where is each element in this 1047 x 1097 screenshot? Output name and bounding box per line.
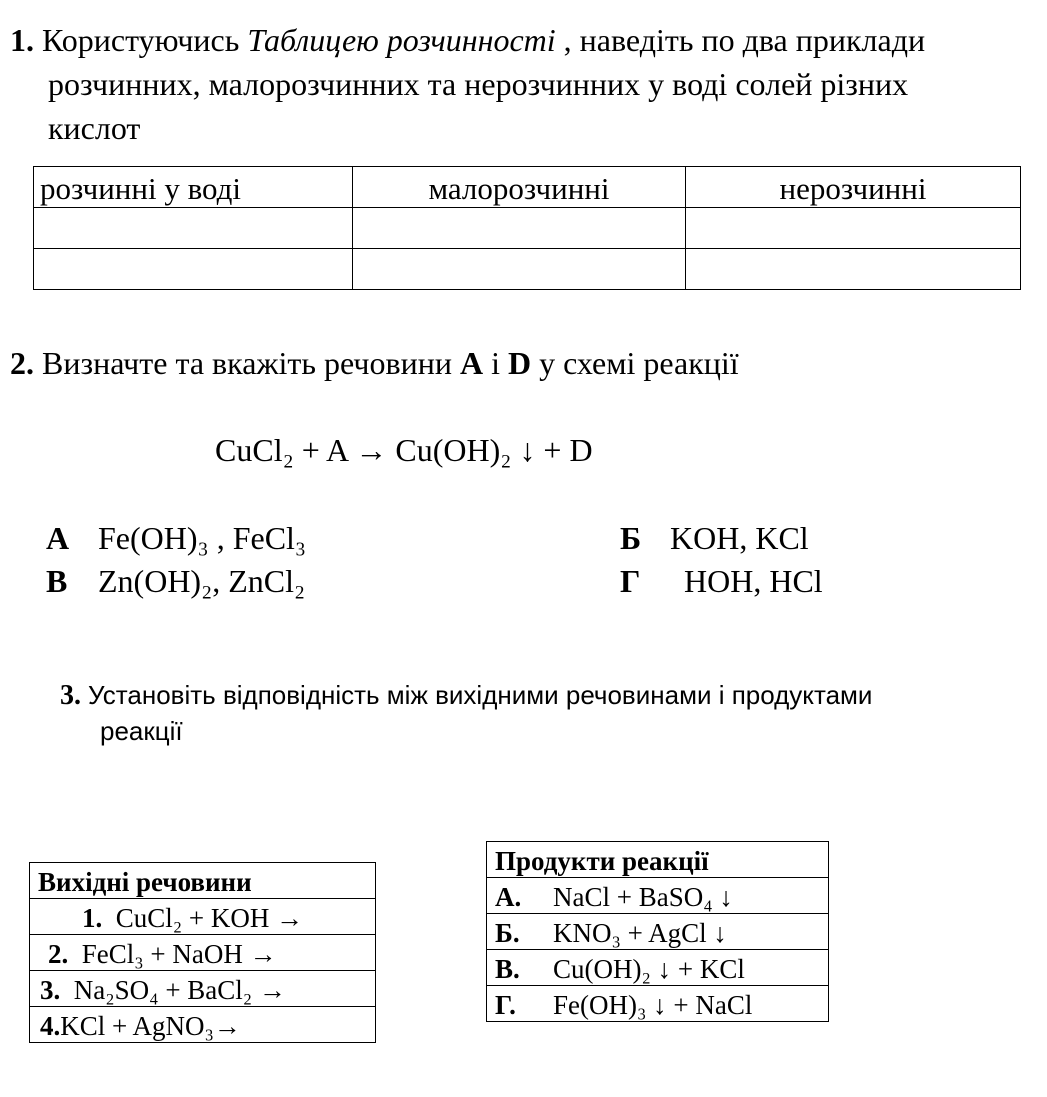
row-number: 3. (40, 975, 61, 1005)
header-slightly-soluble: малорозчинні (353, 167, 686, 208)
option-letter: А (46, 520, 70, 556)
option-letter: Б (620, 520, 642, 556)
table-row (34, 208, 1021, 249)
option-a (46, 520, 306, 557)
table-row (30, 935, 376, 971)
q1-line3: кислот (48, 110, 141, 146)
table-cell[interactable] (686, 249, 1021, 290)
row-text: Fe(OH)₃ ↓ + NaCl (553, 990, 753, 1020)
option-letter: В (46, 563, 68, 599)
header-insoluble: нерозчинні (686, 167, 1021, 208)
row-letter: В. (495, 954, 520, 984)
table-cell[interactable] (34, 208, 353, 249)
row-letter: Б. (495, 918, 520, 948)
q2-text-b: у схемі реакції (539, 345, 739, 381)
q1-text-italic: Таблицею розчинності (247, 22, 556, 58)
reactants-title: Вихідні речовини (30, 863, 376, 899)
table-cell[interactable] (353, 208, 686, 249)
q1-text-a: Користуючись (42, 22, 240, 58)
q2-text-a: Визначте та вкажіть речовини (42, 345, 452, 381)
table-cell[interactable] (34, 249, 353, 290)
products-title: Продукти реакції (487, 842, 829, 878)
q2-bold-a: A (459, 345, 484, 381)
products-table (486, 841, 829, 1022)
table-row (487, 914, 829, 950)
row-text: Na₂SO₄ + BaCl₂ → (73, 975, 286, 1005)
row-letter: А. (495, 882, 522, 912)
q3-number: 3. (60, 680, 81, 711)
table-row (30, 899, 376, 935)
option-letter: Г (620, 563, 641, 599)
table-cell[interactable] (353, 249, 686, 290)
q2-number: 2. (10, 345, 34, 381)
table-row (487, 950, 829, 986)
row-number: 1. (82, 903, 103, 933)
solubility-table (33, 166, 1021, 290)
option-b (620, 520, 809, 557)
option-h (620, 563, 823, 600)
q2-text-i: і (491, 345, 500, 381)
option-text: KOH, KCl (670, 520, 809, 556)
q1-text-b: , наведіть по два приклади (563, 22, 926, 58)
table-row (487, 986, 829, 1022)
row-number: 4. (40, 1011, 61, 1041)
reactants-table (29, 862, 376, 1043)
row-letter: Г. (495, 990, 516, 1020)
header-soluble: розчинні у воді (34, 167, 353, 208)
table-row (30, 1007, 376, 1043)
option-text: Fe(OH)₃ , FeCl₃ (98, 520, 307, 556)
option-text: Zn(OH)₂, ZnCl₂ (98, 563, 306, 599)
row-text: CuCl₂ + KOH → (115, 903, 304, 933)
q2-bold-d: D (507, 345, 532, 381)
reaction-equation: CuCl₂ + A → Cu(OH)₂ ↓ + D (215, 432, 593, 468)
table-row (487, 878, 829, 914)
table-header-row (34, 167, 1021, 208)
row-text: Cu(OH)₂ ↓ + KCl (553, 954, 745, 984)
row-text: FeCl₃ + NaOH → (81, 939, 277, 969)
row-number: 2. (48, 939, 69, 969)
q1-line1 (10, 18, 925, 62)
row-text: NaCl + BaSO₄ ↓ (553, 882, 733, 912)
q1-number: 1. (10, 22, 34, 58)
q1-line2: розчинних, малорозчинних та нерозчинних у воді солей різних (48, 66, 909, 102)
q3-line2: реакції (100, 716, 183, 746)
option-text: HOH, HCl (684, 563, 823, 599)
row-text: KCl + AgNO₃→ (60, 1011, 241, 1041)
q3-line1 (60, 677, 872, 714)
table-row (30, 971, 376, 1007)
option-v (46, 563, 305, 600)
table-row (34, 249, 1021, 290)
table-cell[interactable] (686, 208, 1021, 249)
q2-line (10, 341, 739, 385)
q3-text: Установіть відповідність між вихідними речовинами і продуктами (88, 680, 873, 710)
row-text: KNO₃ + AgCl ↓ (553, 918, 727, 948)
